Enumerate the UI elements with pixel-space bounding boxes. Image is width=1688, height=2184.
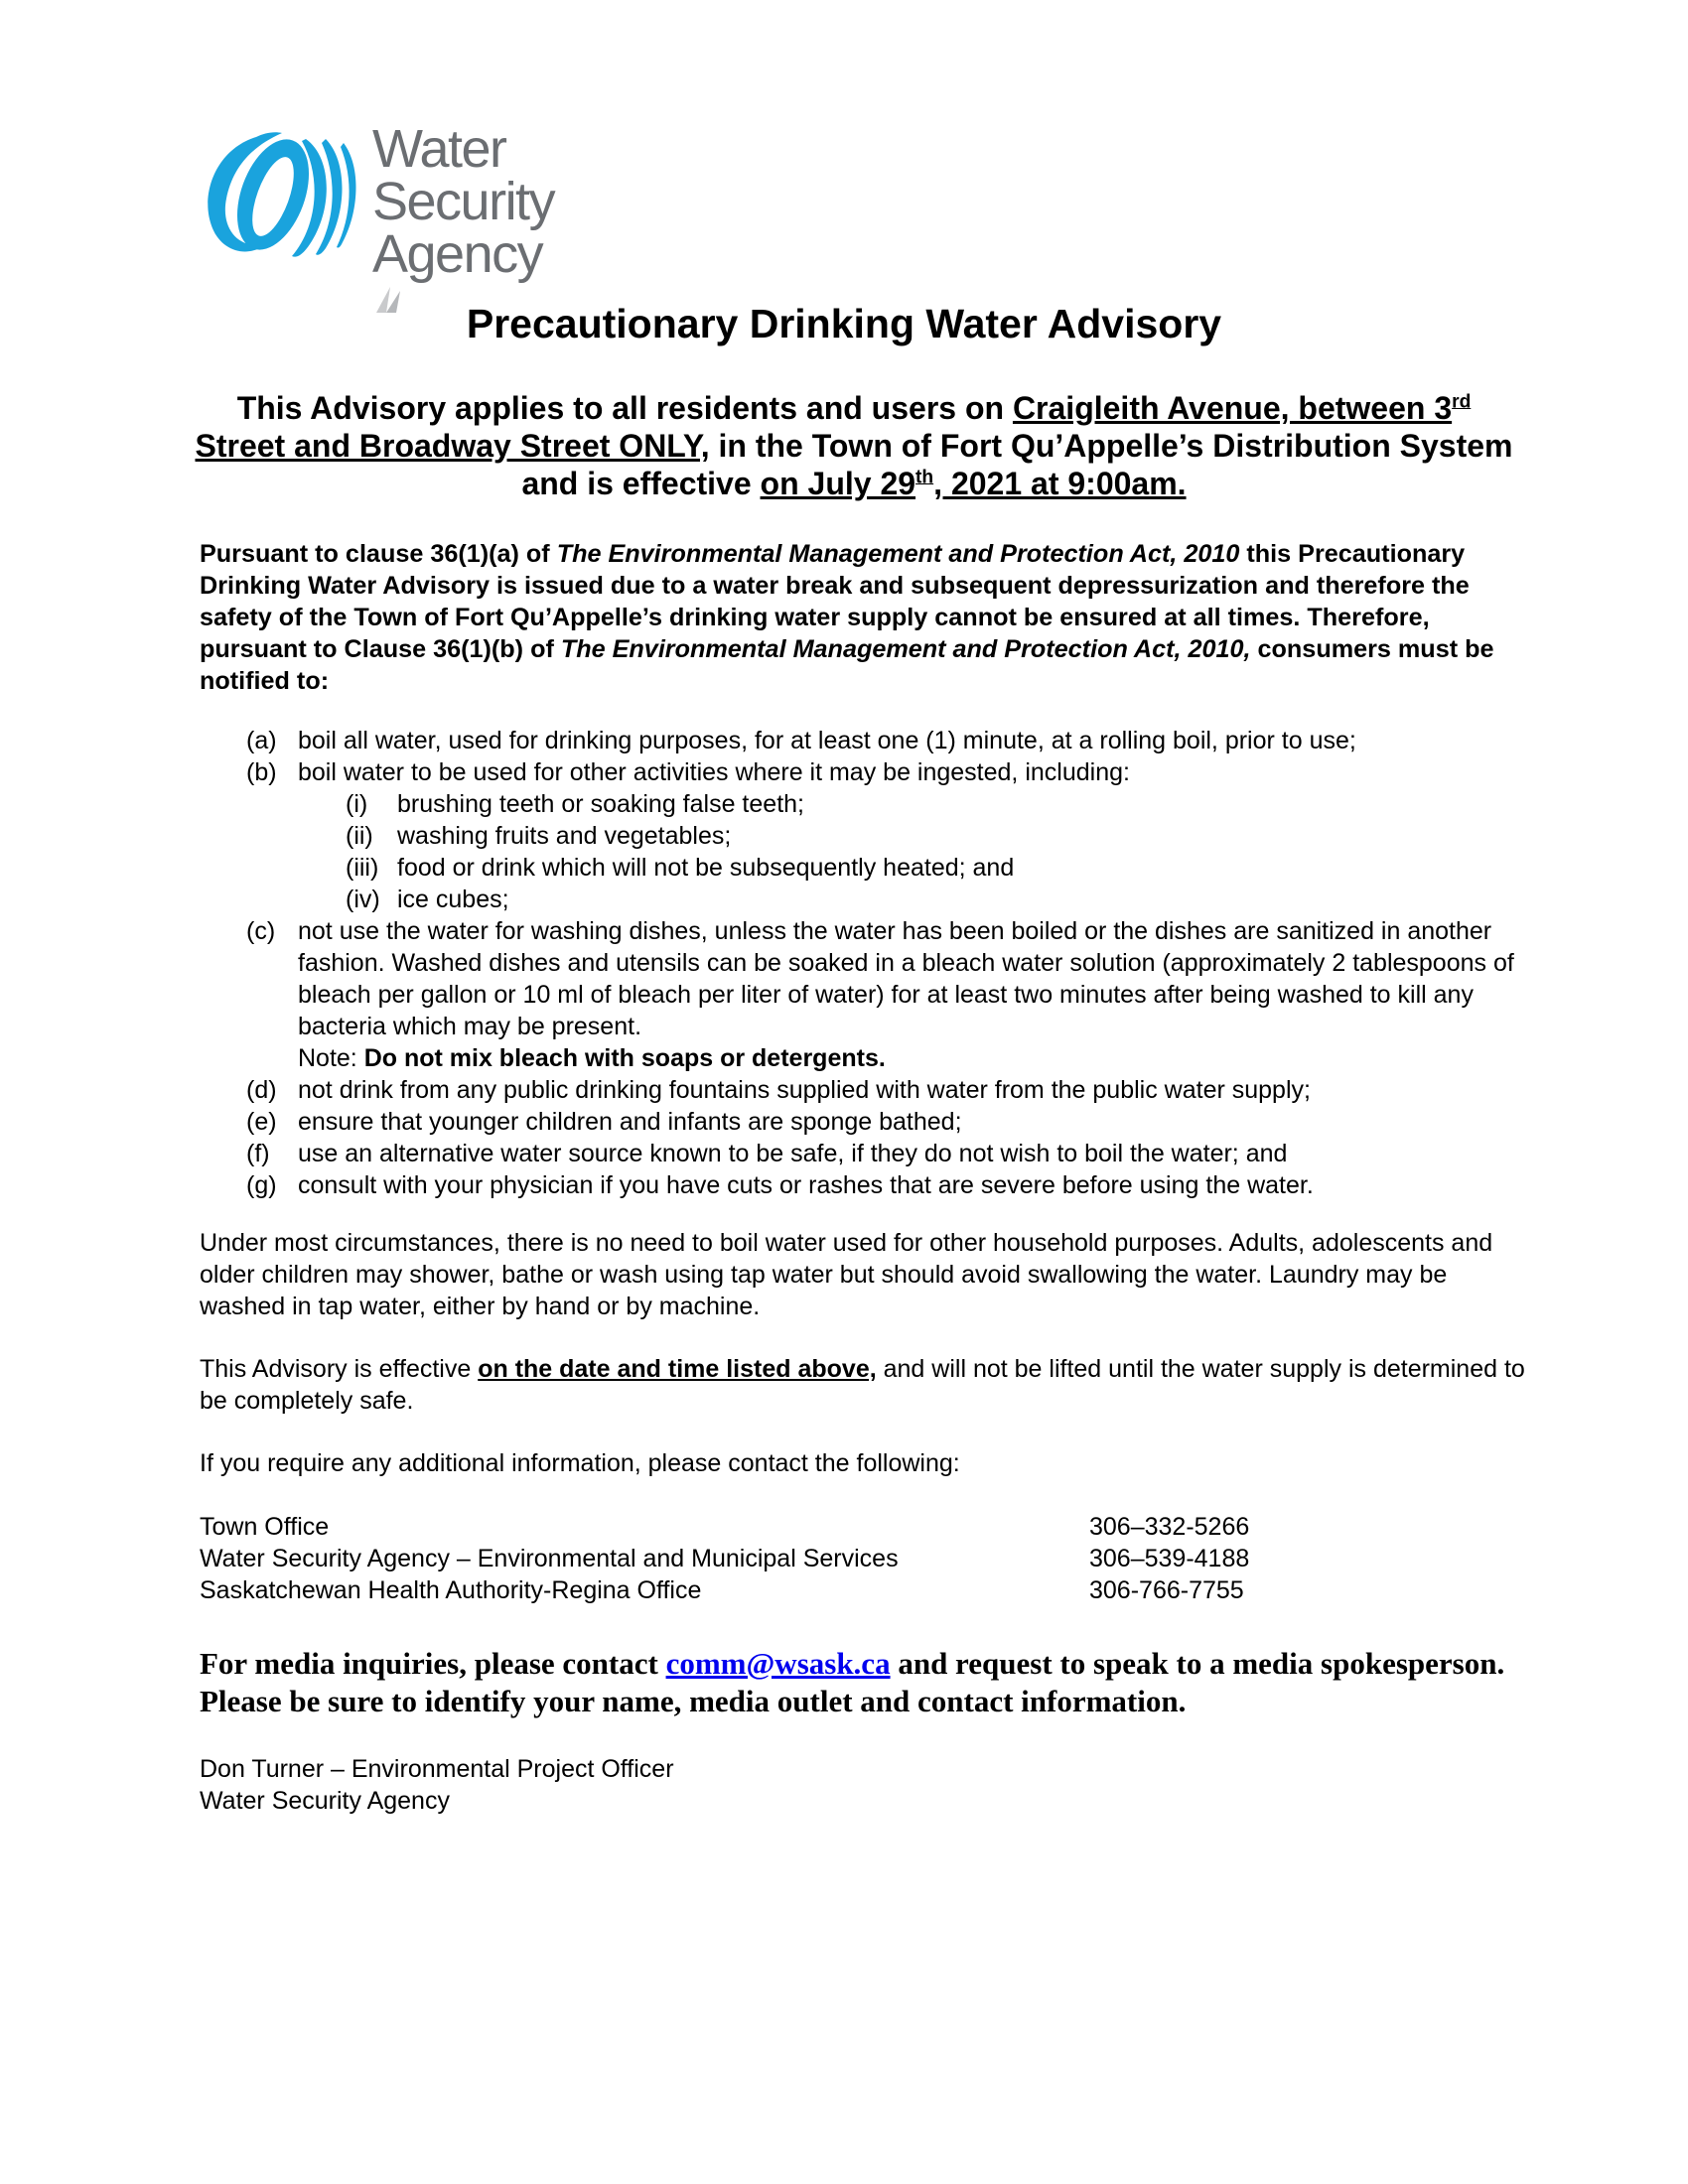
contact-intro: If you require any additional information, please contact the following:	[200, 1449, 960, 1477]
contact-table	[200, 1511, 1292, 1606]
sub-list-item: (i) brushing teeth or soaking false teeth;	[346, 790, 804, 818]
contact-name: Town Office	[200, 1513, 330, 1541]
logo-line-2: Agency	[372, 228, 680, 315]
instructions-list	[199, 725, 1529, 1201]
media-inquiries: For media inquiries, please contact comm@wsask.ca and request to speak to a media spokesperson. Please be sure to identify your name, media outlet and contact information.	[200, 1646, 1505, 1718]
list-item: (a) boil all water, used for drinking purposes, for at least one (1) minute, at a rolling boil, prior to use;	[246, 727, 1356, 754]
contact-phone: 306-766-7755	[1089, 1576, 1244, 1604]
logo-line-1: Water Security	[372, 119, 555, 231]
legal-basis-paragraph: Pursuant to clause 36(1)(a) of The Environmental Management and Protection Act, 2010 this Precautionary Drinking Water Advisory is issued due to a water break and subsequent depressurization and therefore the safety of the Town of Fort Qu’Appelle’s drinking water supply cannot be ensured at all times. Therefore, pursuant to Clause 36(1)(b) of The Environmental Management and Protection Act, 2010, consumers must be notified to:	[200, 540, 1494, 695]
water-drop-logo-icon	[199, 117, 367, 266]
contact-row	[200, 1574, 1292, 1606]
signature-name: Don Turner – Environmental Project Officer	[200, 1755, 674, 1783]
list-item: (d) not drink from any public drinking fountains supplied with water from the public water supply;	[246, 1076, 1311, 1104]
media-email-link[interactable]: comm@wsask.ca	[665, 1646, 891, 1681]
signature-block	[200, 1753, 674, 1817]
sub-list-item: (iv) ice cubes;	[346, 886, 509, 913]
list-item: (f) use an alternative water source known to be safe, if they do not wish to boil the water; and	[246, 1140, 1288, 1167]
agency-logo	[199, 117, 680, 284]
signature-org: Water Security Agency	[200, 1787, 450, 1815]
list-item: (c) not use the water for washing dishes, unless the water has been boiled or the dishes are sanitized in another fashion. Washed dishes and utensils can be soaked in a bleach water solution (approximately 2 tablespoons of bleach per gallon or 10 ml of bleach per liter of water) for at least two minutes after being washed to kill any bacteria which may be present. Note: Do not mix bleach with soaps or detergents.	[246, 917, 1514, 1072]
list-item: (e) ensure that younger children and infants are sponge bathed;	[246, 1108, 962, 1136]
list-item: (b) boil water to be used for other activities where it may be ingested, including:	[246, 758, 1130, 786]
household-paragraph: Under most circumstances, there is no need to boil water used for other household purposes. Adults, adolescents and older children may shower, bathe or wash using tap water but should avoid swallowing the water. Laundry may be washed in tap water, either by hand or by machine.	[200, 1229, 1493, 1320]
contact-row	[200, 1543, 1292, 1574]
sub-list-item: (ii) washing fruits and vegetables;	[346, 822, 732, 850]
page-title: Precautionary Drinking Water Advisory	[466, 301, 1222, 346]
effective-paragraph: This Advisory is effective on the date and time listed above, and will not be lifted until the water supply is determined to be completely safe.	[200, 1355, 1525, 1415]
contact-name: Saskatchewan Health Authority-Regina Office	[200, 1576, 702, 1604]
contact-phone: 306–332-5266	[1089, 1513, 1250, 1541]
contact-name: Water Security Agency – Environmental and Municipal Services	[200, 1545, 899, 1572]
bleach-note: Note: Do not mix bleach with soaps or detergents.	[298, 1044, 886, 1072]
contact-row	[200, 1511, 1292, 1543]
sub-list-item: (iii) food or drink which will not be subsequently heated; and	[346, 854, 1015, 882]
contact-phone: 306–539-4188	[1089, 1545, 1250, 1572]
list-item: (g) consult with your physician if you have cuts or rashes that are severe before using the water.	[246, 1171, 1314, 1199]
advisory-scope: This Advisory applies to all residents and users on Craigleith Avenue, between 3rd Street and Broadway Street ONLY, in the Town of Fort Qu’Appelle’s Distribution System and is effective on July 29th, 2021 at 9:00am.	[195, 390, 1513, 501]
